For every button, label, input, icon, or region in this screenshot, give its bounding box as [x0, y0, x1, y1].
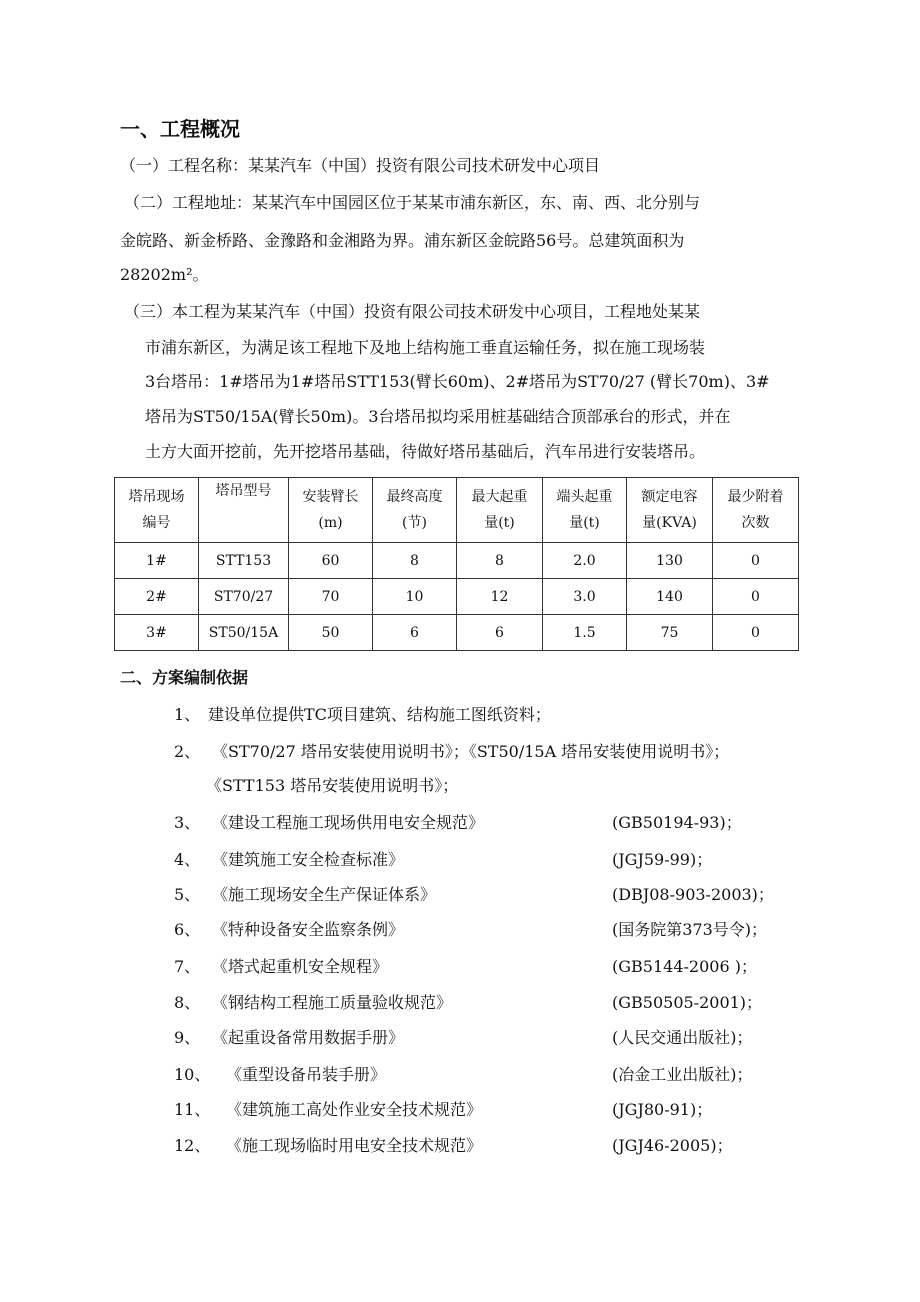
table-cell: STT153	[199, 543, 289, 579]
document-page: 一、工程概况 （一）工程名称：某某汽车（中国）投资有限公司技术研发中心项目 （二）工程地址：某某汽车中国园区位于某某市浦东新区，东、南、西、北分别与 金皖路、新金桥路、金豫路和金湘路为界。浦东新区金皖路56号。总建筑面积为 28202m²。 （三）本工程为某某汽车（中国）投资有限公司技术研发中心项目，工程地处某某 市浦东新区，为满足该工程地下及地上结构施工垂直运输任务，拟在施工现场装 3台塔吊：1#塔吊为1#塔吊STT153(臂长60m)、2#塔吊为ST70/27 (臂长70m)、3# 塔吊为ST50/15A(臂长50m)。3台塔吊拟均采用桩基础结合顶部承台的形式，并在 土方大面开挖前，先开挖塔吊基础，待做好塔吊基础后，汽车吊进行安装塔吊。 塔吊现场 编号 塔吊型号 安装臂长 (m) 最终高度 (节) 最大起重 量(t) 端头起重 量(t) 额定电容 量(KVA) 最少附着 次数 1# STT153 60 8 8 2.0 130 0 2# ST70/27 70 10 12 3.0 140 0 3# ST50/15A 50 6 6 1.5 75 0 二、方案编制依据 1、 建设单位提供TC项目建筑、结构施工图纸资料； 2、 《ST70/27 塔吊安装使用说明书》；《ST50/15A 塔吊安装使用说明书》； 《STT153 塔吊安装使用说明书》； 3、 《建设工程施工现场供用电安全规范》 (GB50194-93)； 4、 《建筑施工安全检查标准》 (JGJ59-99)； 5、 《施工现场安全生产保证体系》 (DBJ08-903-2003)； 6、 《特种设备安全监察条例》 (国务院第373号令)； 7、 《塔式起重机安全规程》 (GB5144-2006 )； 8、 《钢结构工程施工质量验收规范》 (GB50505-2001)； 9、 《起重设备常用数据手册》 (人民交通出版社)； 10、 《重型设备吊装手册》 (冶金工业出版社)； 11、 《建筑施工高处作业安全技术规范》 (JGJ80-91)； 12、 《施工现场临时用电安全技术规范》 (JGJ46-2005)；	[0, 0, 920, 1302]
header-cell: 额定电容 量(KVA)	[627, 478, 713, 543]
table-cell: 6	[373, 615, 457, 651]
table-cell: ST50/15A	[199, 615, 289, 651]
table-row	[115, 615, 799, 651]
project-address-line3: 28202m²。	[120, 265, 209, 284]
table-cell: 1#	[115, 543, 199, 579]
table-cell: 2.0	[543, 543, 627, 579]
table-cell: 0	[713, 543, 799, 579]
table-cell: 0	[713, 579, 799, 615]
project-desc-line4: 塔吊为ST50/15A(臂长50m)。3台塔吊拟均采用桩基础结合顶部承台的形式，并在	[145, 407, 731, 426]
header-cell: 最终高度 (节)	[373, 478, 457, 543]
table-cell: 2#	[115, 579, 199, 615]
table-cell: 1.5	[543, 615, 627, 651]
project-desc-line5: 土方大面开挖前，先开挖塔吊基础，待做好塔吊基础后，汽车吊进行安装塔吊。	[145, 442, 706, 461]
project-address-line2: 金皖路、新金桥路、金豫路和金湘路为界。浦东新区金皖路56号。总建筑面积为	[120, 231, 685, 250]
table-cell: 12	[457, 579, 543, 615]
table-cell: 140	[627, 579, 713, 615]
table-cell: 10	[373, 579, 457, 615]
table-row	[115, 579, 799, 615]
table-cell: 3.0	[543, 579, 627, 615]
tower-crane-table	[114, 477, 799, 651]
table-cell: 0	[713, 615, 799, 651]
table-cell: 130	[627, 543, 713, 579]
table-cell: ST70/27	[199, 579, 289, 615]
header-cell: 最少附着 次数	[713, 478, 799, 543]
header-cell: 塔吊型号	[199, 478, 289, 543]
table-cell: 8	[373, 543, 457, 579]
project-desc-line1: （三）本工程为某某汽车（中国）投资有限公司技术研发中心项目，工程地处某某	[124, 302, 701, 321]
table-cell: 70	[289, 579, 373, 615]
section1-heading: 一、工程概况	[120, 117, 240, 141]
table-cell: 50	[289, 615, 373, 651]
project-desc-line2: 市浦东新区，为满足该工程地下及地上结构施工垂直运输任务，拟在施工现场装	[145, 338, 706, 357]
project-desc-line3: 3台塔吊：1#塔吊为1#塔吊STT153(臂长60m)、2#塔吊为ST70/27 (臂长70m)、3#	[145, 372, 770, 391]
table-cell: 60	[289, 543, 373, 579]
header-cell: 最大起重 量(t)	[457, 478, 543, 543]
table-row	[115, 543, 799, 579]
table-cell: 6	[457, 615, 543, 651]
header-cell: 塔吊现场 编号	[115, 478, 199, 543]
section2-heading: 二、方案编制依据	[120, 668, 249, 687]
table-cell: 75	[627, 615, 713, 651]
project-name-line: （一）工程名称：某某汽车（中国）投资有限公司技术研发中心项目	[120, 156, 601, 175]
project-address-line1: （二）工程地址：某某汽车中国园区位于某某市浦东新区，东、南、西、北分别与	[124, 193, 701, 212]
table-cell: 8	[457, 543, 543, 579]
header-cell: 安装臂长 (m)	[289, 478, 373, 543]
table-cell: 3#	[115, 615, 199, 651]
header-cell: 端头起重 量(t)	[543, 478, 627, 543]
table-header-row	[115, 478, 799, 543]
